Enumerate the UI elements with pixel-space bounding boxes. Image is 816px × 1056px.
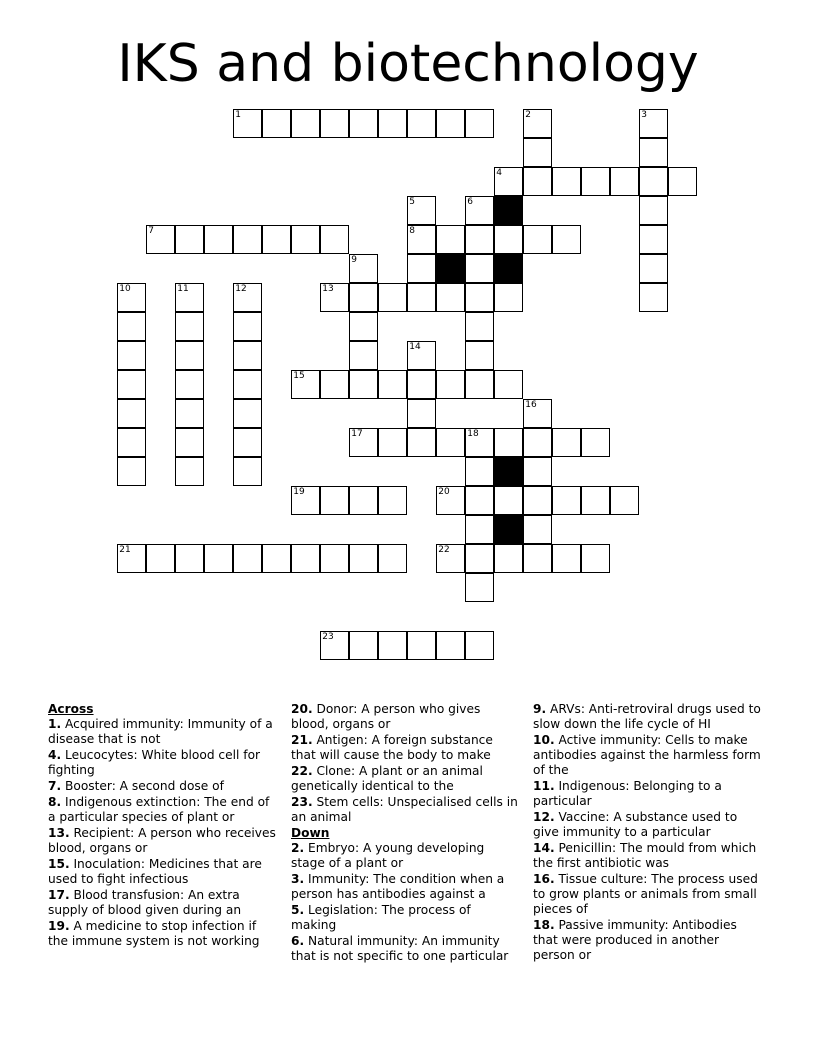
cell-number: 13: [322, 284, 334, 295]
grid-cell[interactable]: [523, 225, 552, 254]
down-heading: Down: [291, 826, 330, 840]
clue: [533, 872, 761, 917]
clue-number: 14.: [533, 841, 555, 855]
grid-cell[interactable]: [552, 428, 581, 457]
grid-cell[interactable]: [175, 428, 204, 457]
grid-cell[interactable]: [465, 544, 494, 573]
grid-cell[interactable]: [465, 283, 494, 312]
grid-cell[interactable]: [552, 544, 581, 573]
clue-text: Antigen: A foreign substance that will cause the body to make: [291, 733, 493, 762]
grid-cell[interactable]: [349, 254, 378, 283]
clue-number: 23.: [291, 795, 313, 809]
grid-cell[interactable]: [262, 544, 291, 573]
grid-cell[interactable]: [465, 486, 494, 515]
cell-number: 18: [467, 429, 479, 440]
across-heading: Across: [48, 702, 94, 716]
grid-cell[interactable]: [494, 225, 523, 254]
cell-number: 2: [525, 110, 531, 121]
grid-block: [494, 515, 523, 544]
clue-number: 16.: [533, 872, 555, 886]
grid-cell[interactable]: [523, 109, 552, 138]
clue: [291, 795, 519, 825]
grid-cell[interactable]: [117, 428, 146, 457]
clue-number: 6.: [291, 934, 305, 948]
grid-cell[interactable]: [117, 283, 146, 312]
clue-number: 20.: [291, 702, 313, 716]
grid-cell[interactable]: [610, 167, 639, 196]
clue-text: Passive immunity: Antibodies that were produced in another person or: [533, 918, 737, 962]
grid-cell[interactable]: [523, 544, 552, 573]
clue-number: 2.: [291, 841, 305, 855]
clue-number: 10.: [533, 733, 555, 747]
clue-number: 18.: [533, 918, 555, 932]
grid-cell[interactable]: [117, 457, 146, 486]
grid-cell[interactable]: [175, 225, 204, 254]
grid-cell[interactable]: [233, 428, 262, 457]
grid-cell[interactable]: [349, 312, 378, 341]
grid-cell[interactable]: [407, 428, 436, 457]
clue-text: Acquired immunity: Immunity of a disease that is not: [48, 717, 273, 746]
grid-cell[interactable]: [378, 544, 407, 573]
grid-cell[interactable]: [175, 312, 204, 341]
clue-text: Inoculation: Medicines that are used to fight infectious: [48, 857, 262, 886]
clue-text: Recipient: A person who receives blood, organs or: [48, 826, 276, 855]
clue-number: 21.: [291, 733, 313, 747]
clue: [533, 702, 761, 732]
grid-cell[interactable]: [320, 225, 349, 254]
clue-text: Clone: A plant or an animal genetically identical to the: [291, 764, 483, 793]
cell-number: 7: [148, 226, 154, 237]
clue-text: Blood transfusion: An extra supply of blood given during an: [48, 888, 242, 917]
grid-cell[interactable]: [407, 109, 436, 138]
grid-cell[interactable]: [465, 515, 494, 544]
grid-cell[interactable]: [407, 283, 436, 312]
grid-cell[interactable]: [552, 225, 581, 254]
clue: [533, 733, 761, 778]
grid-cell[interactable]: [349, 486, 378, 515]
grid-cell[interactable]: [436, 428, 465, 457]
grid-cell[interactable]: [320, 283, 349, 312]
clue: [291, 733, 519, 763]
grid-block: [494, 254, 523, 283]
clue-text: Legislation: The process of making: [291, 903, 471, 932]
grid-cell[interactable]: [233, 370, 262, 399]
grid-cell[interactable]: [349, 631, 378, 660]
clue: [533, 841, 761, 871]
cell-number: 8: [409, 226, 415, 237]
grid-cell[interactable]: [436, 544, 465, 573]
grid-cell[interactable]: [262, 225, 291, 254]
clue: [291, 872, 519, 902]
grid-cell[interactable]: [175, 370, 204, 399]
grid-cell[interactable]: [233, 109, 262, 138]
grid-cell[interactable]: [639, 225, 668, 254]
clue: [291, 903, 519, 933]
grid-cell[interactable]: [233, 341, 262, 370]
clue-text: Donor: A person who gives blood, organs or: [291, 702, 481, 731]
grid-cell[interactable]: [407, 399, 436, 428]
clue-text: Indigenous: Belonging to a particular: [533, 779, 722, 808]
clues-column-2: [291, 702, 519, 965]
grid-cell[interactable]: [523, 167, 552, 196]
grid-cell[interactable]: [349, 544, 378, 573]
grid-cell[interactable]: [465, 370, 494, 399]
grid-cell[interactable]: [233, 225, 262, 254]
grid-cell[interactable]: [494, 486, 523, 515]
grid-block: [494, 196, 523, 225]
cell-number: 11: [177, 284, 189, 295]
grid-cell[interactable]: [378, 486, 407, 515]
grid-cell[interactable]: [349, 283, 378, 312]
grid-cell[interactable]: [407, 341, 436, 370]
grid-cell[interactable]: [407, 631, 436, 660]
cell-number: 20: [438, 487, 450, 498]
grid-cell[interactable]: [552, 486, 581, 515]
cell-number: 16: [525, 400, 537, 411]
grid-cell[interactable]: [465, 631, 494, 660]
grid-cell[interactable]: [320, 486, 349, 515]
clue-number: 13.: [48, 826, 70, 840]
clue-number: 5.: [291, 903, 305, 917]
grid-block: [494, 457, 523, 486]
grid-cell[interactable]: [291, 486, 320, 515]
grid-cell[interactable]: [581, 428, 610, 457]
grid-cell[interactable]: [523, 428, 552, 457]
clue: [48, 717, 276, 747]
grid-cell[interactable]: [320, 631, 349, 660]
clue-text: Stem cells: Unspecialised cells in an animal: [291, 795, 518, 824]
grid-cell[interactable]: [117, 399, 146, 428]
clue: [48, 826, 276, 856]
grid-cell[interactable]: [639, 109, 668, 138]
grid-cell[interactable]: [233, 457, 262, 486]
clue: [291, 764, 519, 794]
clue-number: 12.: [533, 810, 555, 824]
grid-cell[interactable]: [668, 167, 697, 196]
grid-cell[interactable]: [552, 167, 581, 196]
grid-cell[interactable]: [436, 283, 465, 312]
clue-text: Indigenous extinction: The end of a particular species of plant or: [48, 795, 270, 824]
grid-cell[interactable]: [407, 196, 436, 225]
clue-number: 15.: [48, 857, 70, 871]
clue-number: 9.: [533, 702, 547, 716]
grid-cell[interactable]: [175, 457, 204, 486]
clue-number: 22.: [291, 764, 313, 778]
grid-cell[interactable]: [581, 486, 610, 515]
cell-number: 21: [119, 545, 131, 556]
grid-cell[interactable]: [639, 138, 668, 167]
grid-cell[interactable]: [465, 254, 494, 283]
grid-cell[interactable]: [610, 486, 639, 515]
grid-cell[interactable]: [117, 544, 146, 573]
grid-cell[interactable]: [378, 631, 407, 660]
grid-cell[interactable]: [233, 399, 262, 428]
grid-cell[interactable]: [465, 225, 494, 254]
grid-cell[interactable]: [262, 109, 291, 138]
clue-text: Booster: A second dose of: [61, 779, 224, 793]
grid-cell[interactable]: [465, 196, 494, 225]
cell-number: 19: [293, 487, 305, 498]
grid-cell[interactable]: [320, 109, 349, 138]
grid-cell[interactable]: [175, 544, 204, 573]
grid-cell[interactable]: [581, 167, 610, 196]
clue: [533, 810, 761, 840]
grid-cell[interactable]: [291, 109, 320, 138]
grid-cell[interactable]: [494, 370, 523, 399]
grid-cell[interactable]: [436, 370, 465, 399]
grid-cell[interactable]: [639, 196, 668, 225]
grid-cell[interactable]: [639, 283, 668, 312]
grid-cell[interactable]: [320, 370, 349, 399]
puzzle-title: IKS and biotechnology: [117, 34, 699, 94]
clue-number: 19.: [48, 919, 70, 933]
grid-cell[interactable]: [581, 544, 610, 573]
grid-cell[interactable]: [465, 428, 494, 457]
grid-cell[interactable]: [523, 138, 552, 167]
grid-cell[interactable]: [175, 341, 204, 370]
cell-number: 3: [641, 110, 647, 121]
clue: [291, 934, 519, 964]
grid-cell[interactable]: [117, 312, 146, 341]
clue-number: 17.: [48, 888, 70, 902]
cell-number: 23: [322, 632, 334, 643]
grid-cell[interactable]: [291, 544, 320, 573]
clues-column-1: [48, 702, 276, 950]
cell-number: 12: [235, 284, 247, 295]
grid-cell[interactable]: [494, 167, 523, 196]
grid-cell[interactable]: [175, 399, 204, 428]
grid-cell[interactable]: [465, 573, 494, 602]
cell-number: 4: [496, 168, 502, 179]
grid-cell[interactable]: [407, 370, 436, 399]
grid-cell[interactable]: [378, 428, 407, 457]
cell-number: 5: [409, 197, 415, 208]
cell-number: 6: [467, 197, 473, 208]
grid-cell[interactable]: [291, 225, 320, 254]
grid-cell[interactable]: [639, 254, 668, 283]
clue: [48, 888, 276, 918]
grid-cell[interactable]: [146, 544, 175, 573]
grid-cell[interactable]: [523, 515, 552, 544]
clue-number: 7.: [48, 779, 62, 793]
clue: [533, 918, 761, 963]
grid-block: [436, 254, 465, 283]
cell-number: 14: [409, 342, 421, 353]
grid-cell[interactable]: [465, 312, 494, 341]
grid-cell[interactable]: [378, 370, 407, 399]
clue: [533, 779, 761, 809]
clue: [291, 841, 519, 871]
clue-text: Natural immunity: An immunity that is not specific to one particular: [291, 934, 509, 963]
clue: [48, 748, 276, 778]
clue: [48, 779, 276, 794]
grid-cell[interactable]: [523, 486, 552, 515]
clue-text: Embryo: A young developing stage of a plant or: [291, 841, 485, 870]
grid-cell[interactable]: [117, 370, 146, 399]
grid-cell[interactable]: [436, 486, 465, 515]
cell-number: 17: [351, 429, 363, 440]
clue-text: Penicillin: The mould from which the first antibiotic was: [533, 841, 757, 870]
grid-cell[interactable]: [523, 399, 552, 428]
grid-cell[interactable]: [233, 544, 262, 573]
grid-cell[interactable]: [233, 312, 262, 341]
grid-cell[interactable]: [204, 544, 233, 573]
grid-cell[interactable]: [436, 109, 465, 138]
clue-text: A medicine to stop infection if the immune system is not working: [48, 919, 260, 948]
grid-cell[interactable]: [146, 225, 175, 254]
grid-cell[interactable]: [291, 370, 320, 399]
grid-cell[interactable]: [204, 225, 233, 254]
clue-text: Active immunity: Cells to make antibodies against the harmless form of the: [533, 733, 761, 777]
cell-number: 22: [438, 545, 450, 556]
grid-cell[interactable]: [175, 283, 204, 312]
cell-number: 10: [119, 284, 131, 295]
clue-number: 1.: [48, 717, 62, 731]
clue-number: 4.: [48, 748, 62, 762]
grid-cell[interactable]: [436, 631, 465, 660]
clue-number: 3.: [291, 872, 305, 886]
grid-cell[interactable]: [320, 544, 349, 573]
clue: [48, 857, 276, 887]
cell-number: 15: [293, 371, 305, 382]
clue-number: 8.: [48, 795, 62, 809]
grid-cell[interactable]: [378, 109, 407, 138]
clue-text: Leucocytes: White blood cell for fighting: [48, 748, 261, 777]
grid-cell[interactable]: [465, 457, 494, 486]
grid-cell[interactable]: [523, 457, 552, 486]
clue: [291, 702, 519, 732]
grid-cell[interactable]: [233, 283, 262, 312]
grid-cell[interactable]: [407, 225, 436, 254]
grid-cell[interactable]: [494, 283, 523, 312]
grid-cell[interactable]: [117, 341, 146, 370]
grid-cell[interactable]: [378, 283, 407, 312]
clues-column-3: [533, 702, 761, 964]
cell-number: 1: [235, 110, 241, 121]
clue-text: Vaccine: A substance used to give immunity to a particular: [533, 810, 738, 839]
grid-cell[interactable]: [407, 254, 436, 283]
clue-text: Tissue culture: The process used to grow plants or animals from small pieces of: [533, 872, 758, 916]
grid-cell[interactable]: [465, 109, 494, 138]
grid-cell[interactable]: [349, 109, 378, 138]
grid-cell[interactable]: [349, 370, 378, 399]
grid-cell[interactable]: [349, 341, 378, 370]
clue: [48, 795, 276, 825]
grid-cell[interactable]: [465, 341, 494, 370]
clue-number: 11.: [533, 779, 555, 793]
clue: [48, 919, 276, 949]
grid-cell[interactable]: [494, 428, 523, 457]
grid-cell[interactable]: [639, 167, 668, 196]
grid-cell[interactable]: [436, 225, 465, 254]
cell-number: 9: [351, 255, 357, 266]
grid-cell[interactable]: [349, 428, 378, 457]
clue-text: ARVs: Anti-retroviral drugs used to slow down the life cycle of HI: [533, 702, 761, 731]
clue-text: Immunity: The condition when a person has antibodies against a: [291, 872, 505, 901]
grid-cell[interactable]: [494, 544, 523, 573]
